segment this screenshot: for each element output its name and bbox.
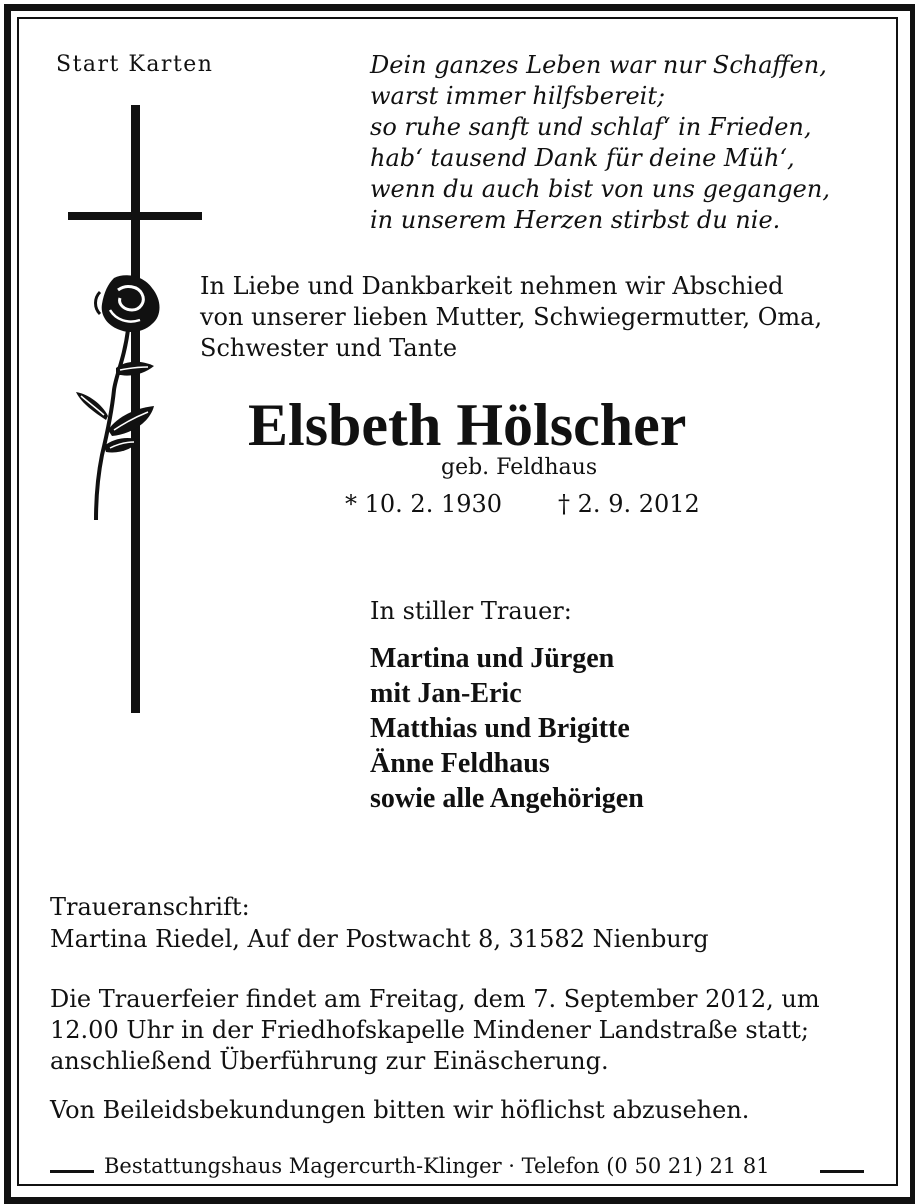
cross-bar	[68, 212, 202, 220]
poem-line: Dein ganzes Leben war nur Schaffen,	[370, 51, 827, 79]
birth-name: geb. Feldhaus	[441, 455, 598, 480]
mourner-name: mit Jan-Eric	[370, 678, 522, 709]
poem-line: hab‘ tausend Dank für deine Müh‘,	[370, 144, 795, 172]
ceremony-line: 12.00 Uhr in der Friedhofskapelle Mindener Landstraße statt;	[50, 1016, 809, 1044]
mourning-address	[50, 891, 709, 955]
farewell-text	[200, 271, 822, 364]
poem	[370, 50, 830, 236]
poem-line: warst immer hilfsbereit;	[370, 82, 666, 110]
life-dates	[345, 490, 700, 518]
start-label: Start Karten	[56, 52, 214, 77]
ceremony-notice	[50, 984, 820, 1077]
farewell-line: von unserer lieben Mutter, Schwiegermutter, Oma,	[200, 303, 823, 331]
ceremony-line: anschließend Überführung zur Einäscherung.	[50, 1047, 609, 1075]
address-value: Martina Riedel, Auf der Postwacht 8, 31582 Nienburg	[50, 925, 709, 953]
mourners-list	[370, 641, 644, 816]
mourner-name: Matthias und Brigitte	[370, 713, 630, 744]
condolence-notice: Von Beileidsbekundungen bitten wir höflichst abzusehen.	[50, 1096, 750, 1124]
poem-line: in unserem Herzen stirbst du nie.	[370, 206, 781, 234]
deceased-name: Elsbeth Hölscher	[248, 392, 687, 458]
poem-line: wenn du auch bist von uns gegangen,	[370, 175, 830, 203]
funeral-home-footer: Bestattungshaus Magercurth-Klinger · Telefon (0 50 21) 21 81	[104, 1154, 770, 1178]
ceremony-line: Die Trauerfeier findet am Freitag, dem 7. September 2012, um	[50, 985, 820, 1013]
mourning-label: In stiller Trauer:	[370, 597, 572, 625]
footer-rule-left	[50, 1170, 94, 1173]
farewell-line: Schwester und Tante	[200, 334, 458, 362]
address-label: Traueranschrift:	[50, 893, 250, 921]
footer-rule-right	[820, 1170, 864, 1173]
mourner-name: sowie alle Angehörigen	[370, 783, 644, 814]
birth-date: * 10. 2. 1930	[345, 490, 503, 518]
mourner-name: Martina und Jürgen	[370, 643, 615, 674]
mourner-name: Änne Feldhaus	[370, 748, 550, 779]
poem-line: so ruhe sanft und schlaf‘ in Frieden,	[370, 113, 812, 141]
rose-icon	[66, 270, 166, 525]
farewell-line: In Liebe und Dankbarkeit nehmen wir Abschied	[200, 272, 784, 300]
death-date: † 2. 9. 2012	[558, 490, 700, 518]
